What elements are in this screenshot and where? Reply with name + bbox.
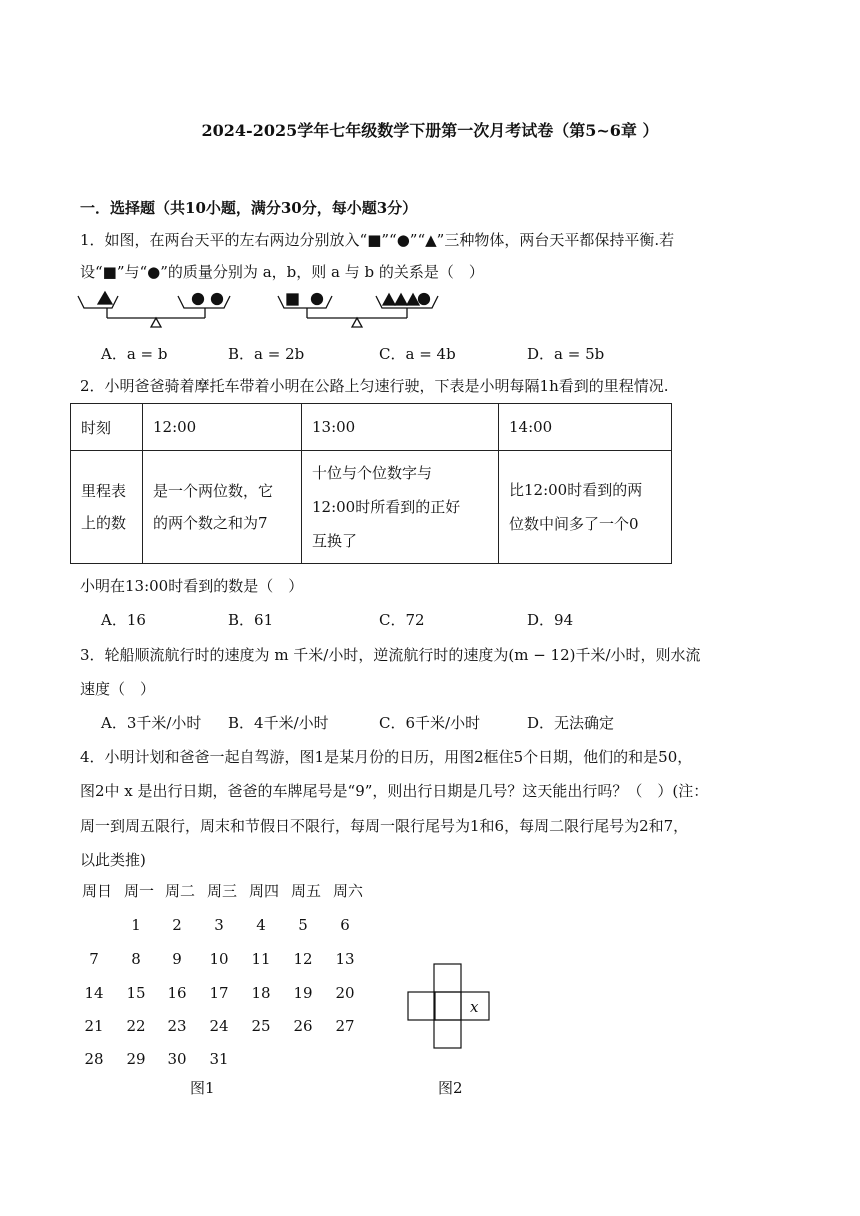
calendar-day: 21	[84, 1017, 104, 1035]
calendar-day: 19	[293, 984, 313, 1002]
circle-icon	[312, 294, 323, 305]
q2-option-c: C．72	[379, 611, 425, 629]
calendar-day: 15	[126, 984, 146, 1002]
calendar-day: 4	[256, 916, 266, 934]
q4-line3: 周一到周五限行，周末和节假日不限行，每周一限行尾号为1和6，每周二限行尾号为2和7，	[80, 817, 689, 835]
q2-option-b: B．61	[228, 611, 274, 629]
calendar-day: 12	[293, 950, 313, 968]
calendar-day: 29	[126, 1050, 146, 1068]
calendar-day: 26	[293, 1017, 313, 1035]
mileage-table	[70, 403, 672, 564]
calendar-day: 6	[340, 916, 350, 934]
circle-icon	[419, 294, 430, 305]
calendar-day: 22	[126, 1017, 146, 1035]
q3-option-d: D．无法确定	[527, 714, 615, 732]
table-cell: 比12:00时看到的两 位数中间多了一个0	[499, 451, 672, 564]
calendar-day: 25	[251, 1017, 271, 1035]
calendar-day: 23	[167, 1017, 187, 1035]
triangle-icon	[98, 292, 112, 304]
table-header-cell: 13:00	[302, 404, 499, 451]
q1-option-c: C．a = 4b	[379, 345, 456, 363]
calendar-day: 16	[167, 984, 187, 1002]
q3-option-b: B．4千米/小时	[228, 714, 329, 732]
q4-line4: 以此类推)	[80, 851, 146, 869]
figure1-label: 图1	[190, 1079, 215, 1097]
calendar-day: 9	[172, 950, 182, 968]
calendar-day: 1	[131, 916, 141, 934]
figure2-label: 图2	[438, 1079, 463, 1097]
circle-icon	[193, 294, 204, 305]
calendar-day: 8	[131, 950, 141, 968]
calendar-day: 7	[89, 950, 99, 968]
calendar-weekday: 周三	[206, 882, 237, 900]
q1-line1: 1．如图，在两台天平的左右两边分别放入“■”“●”“▲”三种物体，两台天平都保持平衡.若	[80, 231, 675, 249]
table-header-cell: 12:00	[143, 404, 302, 451]
calendar-day: 31	[209, 1050, 229, 1068]
calendar-day: 3	[214, 916, 224, 934]
q4-line2: 图2中 x 是出行日期，爸爸的车牌尾号是“9”，则出行日期是几号？这天能出行吗？（ ）(注：	[80, 782, 709, 800]
calendar-day: 20	[335, 984, 355, 1002]
calendar-weekday: 周六	[332, 882, 363, 900]
calendar-weekday: 周五	[290, 882, 321, 900]
page-title: 2024-2025学年七年级数学下册第一次月考试卷（第5~6章 ）	[201, 121, 659, 140]
table-row	[71, 451, 672, 564]
calendar-day: 30	[167, 1050, 187, 1068]
triangle-icon	[407, 294, 419, 305]
q2-after: 小明在13:00时看到的数是（ ）	[80, 577, 304, 595]
calendar-day: 14	[84, 984, 104, 1002]
calendar-weekday: 周日	[81, 882, 112, 900]
calendar-day: 13	[335, 950, 355, 968]
q2-option-d: D．94	[527, 611, 574, 629]
cross-figure	[406, 962, 492, 1052]
q1-line2: 设“■”与“●”的质量分别为 a，b，则 a 与 b 的关系是（ ）	[80, 263, 484, 281]
table-header-row	[71, 404, 672, 451]
fulcrum-icon	[352, 318, 362, 327]
fulcrum-icon	[151, 318, 161, 327]
table-cell: 十位与个位数字与 12:00时所看到的正好 互换了	[302, 451, 499, 564]
calendar-day: 2	[172, 916, 182, 934]
balance-left	[78, 292, 230, 327]
balance-figure	[74, 286, 454, 330]
table-header-cell: 14:00	[499, 404, 672, 451]
q3-option-a: A．3千米/小时	[101, 714, 202, 732]
calendar-day: 5	[298, 916, 308, 934]
calendar-day: 11	[251, 950, 271, 968]
table-cell: 是一个两位数，它 的两个数之和为7	[143, 451, 302, 564]
q3-line2: 速度（ ）	[80, 680, 156, 698]
q2-line1: 2．小明爸爸骑着摩托车带着小明在公路上匀速行驶，下表是小明每隔1h看到的里程情况.	[80, 377, 669, 395]
x-variable: x	[470, 998, 479, 1016]
calendar-weekday: 周一	[123, 882, 154, 900]
q1-option-b: B．a = 2b	[228, 345, 305, 363]
q1-option-d: D．a = 5b	[527, 345, 605, 363]
balance-right	[278, 294, 438, 328]
triangle-icon	[383, 294, 395, 305]
q1-option-a: A．a = b	[101, 345, 168, 363]
q4-line1: 4．小明计划和爸爸一起自驾游，图1是某月份的日历，用图2框住5个日期，他们的和是50，	[80, 748, 693, 766]
calendar-day: 27	[335, 1017, 355, 1035]
q3-option-c: C．6千米/小时	[379, 714, 481, 732]
triangle-icon	[395, 294, 407, 305]
calendar-day: 24	[209, 1017, 229, 1035]
row-label-cell: 里程表 上的数	[71, 451, 143, 564]
calendar-day: 28	[84, 1050, 104, 1068]
circle-icon	[212, 294, 223, 305]
q3-line1: 3．轮船顺流航行时的速度为 m 千米/小时，逆流航行时的速度为(m − 12)千米/小时，则水流	[80, 646, 701, 664]
table-header-cell: 时刻	[71, 404, 143, 451]
q2-option-a: A．16	[101, 611, 146, 629]
square-icon	[287, 294, 298, 305]
calendar-day: 17	[209, 984, 229, 1002]
section-heading: 一．选择题（共10小题，满分30分，每小题3分）	[80, 199, 418, 217]
calendar-day: 18	[251, 984, 271, 1002]
calendar-weekday: 周四	[248, 882, 279, 900]
calendar-weekday: 周二	[164, 882, 195, 900]
calendar-day: 10	[209, 950, 229, 968]
